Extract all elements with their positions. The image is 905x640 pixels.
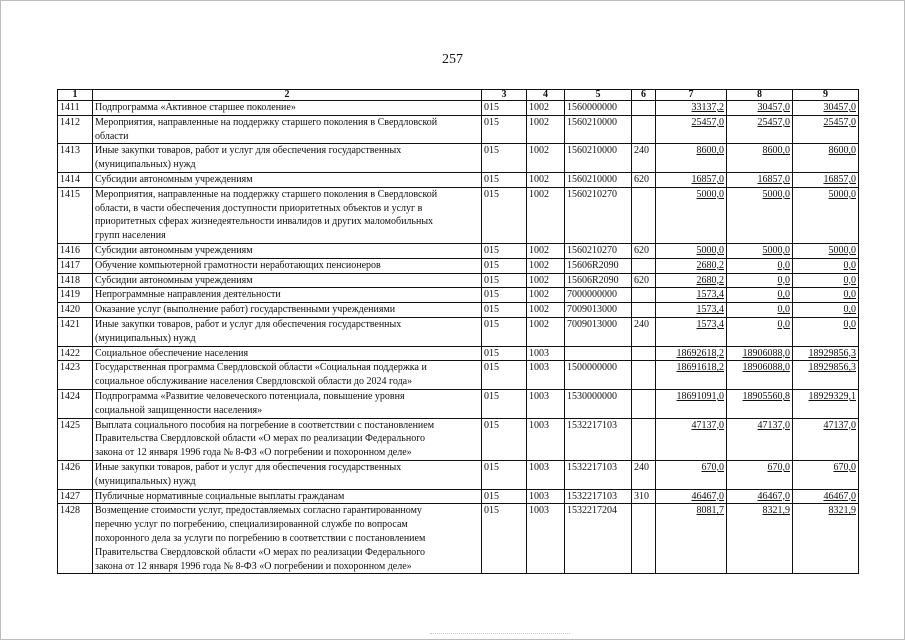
amount-cell: [656, 346, 727, 361]
amount-value: 18929856,3: [808, 362, 856, 374]
amount-value: 18929329,1: [808, 390, 856, 402]
section-code-cell: 1002: [527, 115, 565, 144]
amount-value: 18691091,0: [676, 390, 724, 402]
amount-value: 0,0: [777, 289, 790, 301]
expense-type-cell: [632, 361, 656, 390]
amount-cell: [727, 489, 793, 504]
column-header: 2: [93, 90, 482, 101]
row-number-cell: 1419: [58, 288, 93, 303]
expense-type-cell: 620: [632, 243, 656, 258]
row-name-line: похоронного дела за услуги по погребению в соответствии с постановлением: [95, 532, 426, 544]
row-name-line: Возмещение стоимости услуг, предоставляемых согласно гарантированному: [95, 505, 422, 517]
row-name-cell: [93, 504, 482, 574]
row-name-line: (муниципальных) нужд: [95, 475, 196, 487]
amount-cell: [727, 460, 793, 489]
amount-value: 46467,0: [757, 490, 790, 502]
row-name-line: перечню услуг по погребению, специализированной службе по вопросам: [95, 519, 408, 531]
expense-type-cell: 620: [632, 172, 656, 187]
amount-value: 18691618,2: [676, 362, 724, 374]
amount-cell: [793, 389, 859, 418]
row-number-cell: 1422: [58, 346, 93, 361]
amount-cell: [727, 187, 793, 243]
amount-cell: [793, 288, 859, 303]
row-name-line: (муниципальных) нужд: [95, 159, 196, 171]
expense-type-cell: [632, 389, 656, 418]
amount-cell: [656, 489, 727, 504]
section-code-cell: 1002: [527, 288, 565, 303]
amount-value: 46467,0: [823, 490, 856, 502]
amount-cell: [656, 460, 727, 489]
ministry-code-cell: 015: [482, 460, 527, 489]
column-header: 5: [565, 90, 632, 101]
table-header-row: [58, 90, 859, 101]
section-code-cell: 1002: [527, 187, 565, 243]
target-article-cell: 7000000000: [565, 288, 632, 303]
row-name-line: социальной защищенности населения»: [95, 404, 263, 416]
section-code-cell: 1003: [527, 418, 565, 460]
row-name-line: Мероприятия, направленные на поддержку старшего поколения в Свердловской: [95, 116, 438, 128]
table-row: [58, 317, 859, 346]
row-name-line: Непрограммные направления деятельности: [95, 289, 281, 301]
row-name-cell: [93, 361, 482, 390]
amount-cell: [656, 115, 727, 144]
row-name-cell: [93, 288, 482, 303]
amount-value: 30457,0: [823, 102, 856, 113]
amount-value: 0,0: [843, 259, 856, 271]
amount-value: 18906088,0: [742, 347, 790, 359]
amount-cell: [656, 101, 727, 116]
expense-type-cell: [632, 258, 656, 273]
row-number-cell: 1420: [58, 303, 93, 318]
amount-cell: [656, 187, 727, 243]
amount-value: 1573,4: [696, 304, 724, 316]
amount-value: 1573,4: [696, 289, 724, 301]
expense-type-cell: [632, 115, 656, 144]
amount-cell: [727, 361, 793, 390]
table-row: [58, 187, 859, 243]
amount-value: 8600,0: [696, 145, 724, 157]
amount-value: 25457,0: [757, 116, 790, 128]
amount-value: 670,0: [767, 461, 790, 473]
row-name-line: Правительства Свердловской области «О мерах по реализации Федерального: [95, 433, 426, 445]
row-number-cell: 1414: [58, 172, 93, 187]
row-name-cell: [93, 101, 482, 116]
target-article-cell: 1560210000: [565, 172, 632, 187]
row-name-line: Подпрограмма «Активное старшее поколение»: [95, 102, 296, 113]
amount-cell: [656, 243, 727, 258]
ministry-code-cell: 015: [482, 187, 527, 243]
ministry-code-cell: 015: [482, 504, 527, 574]
amount-cell: [793, 101, 859, 116]
row-name-line: Выплата социального пособия на погребение в соответствии с постановлением: [95, 419, 435, 431]
amount-cell: [793, 273, 859, 288]
amount-cell: [656, 144, 727, 173]
row-name-line: социальное обслуживание населения Свердловской области до 2024 года»: [95, 376, 413, 388]
section-code-cell: 1003: [527, 389, 565, 418]
table-row: [58, 115, 859, 144]
amount-value: 5000,0: [762, 188, 790, 200]
target-article-cell: 1532217103: [565, 460, 632, 489]
amount-value: 47137,0: [823, 419, 856, 431]
column-header: 3: [482, 90, 527, 101]
amount-cell: [727, 504, 793, 574]
amount-value: 1573,4: [696, 318, 724, 330]
row-number-cell: 1425: [58, 418, 93, 460]
amount-value: 18905560,8: [742, 390, 790, 402]
amount-cell: [727, 258, 793, 273]
target-article-cell: 1560210000: [565, 144, 632, 173]
table-row: [58, 288, 859, 303]
amount-value: 0,0: [843, 318, 856, 330]
amount-value: 670,0: [701, 461, 724, 473]
amount-value: 0,0: [843, 274, 856, 286]
expense-type-cell: [632, 504, 656, 574]
expense-type-cell: [632, 187, 656, 243]
column-header: 9: [793, 90, 859, 101]
section-code-cell: 1002: [527, 243, 565, 258]
amount-cell: [793, 303, 859, 318]
row-number-cell: 1423: [58, 361, 93, 390]
target-article-cell: 7009013000: [565, 303, 632, 318]
column-header: 6: [632, 90, 656, 101]
expense-type-cell: 240: [632, 317, 656, 346]
ministry-code-cell: 015: [482, 101, 527, 116]
amount-cell: [793, 418, 859, 460]
section-code-cell: 1002: [527, 273, 565, 288]
amount-value: 5000,0: [696, 244, 724, 256]
amount-value: 47137,0: [691, 419, 724, 431]
table-row: [58, 172, 859, 187]
row-number-cell: 1413: [58, 144, 93, 173]
amount-value: 5000,0: [828, 244, 856, 256]
target-article-cell: 1560210270: [565, 243, 632, 258]
ministry-code-cell: 015: [482, 303, 527, 318]
amount-cell: [727, 346, 793, 361]
amount-cell: [793, 144, 859, 173]
target-article-cell: 1560210270: [565, 187, 632, 243]
expense-type-cell: 310: [632, 489, 656, 504]
expense-type-cell: [632, 303, 656, 318]
row-number-cell: 1417: [58, 258, 93, 273]
amount-value: 25457,0: [691, 116, 724, 128]
amount-value: 8321,9: [828, 505, 856, 517]
table-row: [58, 346, 859, 361]
row-name-line: Мероприятия, направленные на поддержку старшего поколения в Свердловской: [95, 188, 438, 200]
row-name-cell: [93, 115, 482, 144]
row-name-line: Обучение компьютерной грамотности неработающих пенсионеров: [95, 259, 381, 271]
row-number-cell: 1415: [58, 187, 93, 243]
expense-type-cell: [632, 288, 656, 303]
amount-cell: [656, 273, 727, 288]
row-number-cell: 1412: [58, 115, 93, 144]
target-article-cell: 1500000000: [565, 361, 632, 390]
amount-cell: [656, 418, 727, 460]
amount-value: 16857,0: [823, 173, 856, 185]
row-number-cell: 1418: [58, 273, 93, 288]
target-article-cell: 1560000000: [565, 101, 632, 116]
amount-cell: [793, 317, 859, 346]
amount-cell: [727, 243, 793, 258]
amount-cell: [793, 504, 859, 574]
section-code-cell: 1003: [527, 346, 565, 361]
amount-value: 16857,0: [691, 173, 724, 185]
scan-artifact: [430, 633, 570, 636]
row-name-line: Иные закупки товаров, работ и услуг для обеспечения государственных: [95, 145, 402, 157]
amount-value: 47137,0: [757, 419, 790, 431]
row-number-cell: 1411: [58, 101, 93, 116]
amount-cell: [727, 288, 793, 303]
ministry-code-cell: 015: [482, 288, 527, 303]
section-code-cell: 1003: [527, 489, 565, 504]
section-code-cell: 1002: [527, 317, 565, 346]
row-number-cell: 1427: [58, 489, 93, 504]
table-row: [58, 460, 859, 489]
amount-cell: [656, 317, 727, 346]
amount-cell: [793, 172, 859, 187]
section-code-cell: 1002: [527, 258, 565, 273]
row-number-cell: 1424: [58, 389, 93, 418]
amount-cell: [727, 418, 793, 460]
expense-type-cell: [632, 346, 656, 361]
table-row: [58, 273, 859, 288]
row-name-line: Субсидии автономным учреждениям: [95, 244, 253, 256]
amount-cell: [727, 101, 793, 116]
amount-value: 46467,0: [691, 490, 724, 502]
ministry-code-cell: 015: [482, 389, 527, 418]
amount-cell: [727, 115, 793, 144]
amount-value: 18692618,2: [676, 347, 724, 359]
row-name-cell: [93, 346, 482, 361]
ministry-code-cell: 015: [482, 489, 527, 504]
amount-value: 30457,0: [757, 102, 790, 113]
table-row: [58, 258, 859, 273]
amount-value: 8600,0: [762, 145, 790, 157]
row-number-cell: 1421: [58, 317, 93, 346]
column-header: 8: [727, 90, 793, 101]
row-name-cell: [93, 243, 482, 258]
row-name-cell: [93, 172, 482, 187]
ministry-code-cell: 015: [482, 317, 527, 346]
section-code-cell: 1003: [527, 361, 565, 390]
row-name-line: Иные закупки товаров, работ и услуг для обеспечения государственных: [95, 318, 402, 330]
amount-value: 25457,0: [823, 116, 856, 128]
amount-cell: [793, 460, 859, 489]
ministry-code-cell: 015: [482, 346, 527, 361]
row-name-cell: [93, 418, 482, 460]
row-name-cell: [93, 273, 482, 288]
amount-value: 18929856,3: [808, 347, 856, 359]
amount-cell: [727, 273, 793, 288]
amount-cell: [793, 187, 859, 243]
row-name-line: Публичные нормативные социальные выплаты гражданам: [95, 490, 345, 502]
row-name-line: Иные закупки товаров, работ и услуг для обеспечения государственных: [95, 461, 402, 473]
target-article-cell: 15606R2090: [565, 273, 632, 288]
table-row: [58, 489, 859, 504]
amount-value: 0,0: [777, 304, 790, 316]
amount-cell: [656, 504, 727, 574]
row-name-line: (муниципальных) нужд: [95, 332, 196, 344]
amount-cell: [727, 144, 793, 173]
ministry-code-cell: 015: [482, 243, 527, 258]
table-row: [58, 144, 859, 173]
ministry-code-cell: 015: [482, 115, 527, 144]
amount-cell: [727, 303, 793, 318]
column-header: 7: [656, 90, 727, 101]
ministry-code-cell: 015: [482, 144, 527, 173]
expense-type-cell: 240: [632, 144, 656, 173]
amount-cell: [727, 317, 793, 346]
page-number: 257: [442, 52, 463, 67]
row-name-line: Подпрограмма «Развитие человеческого потенциала, повышение уровня: [95, 390, 405, 402]
target-article-cell: [565, 346, 632, 361]
amount-value: 5000,0: [828, 188, 856, 200]
row-name-line: области, в части обеспечения доступности приоритетных объектов и услуг в: [95, 202, 423, 214]
row-name-line: Субсидии автономным учреждениям: [95, 173, 253, 185]
target-article-cell: 1532217103: [565, 489, 632, 504]
table-body: [58, 101, 859, 574]
row-name-cell: [93, 317, 482, 346]
target-article-cell: 15606R2090: [565, 258, 632, 273]
table-row: [58, 389, 859, 418]
target-article-cell: 1532217204: [565, 504, 632, 574]
amount-cell: [656, 172, 727, 187]
section-code-cell: 1002: [527, 303, 565, 318]
amount-value: 16857,0: [757, 173, 790, 185]
row-name-line: Правительства Свердловской области «О мерах по реализации Федерального: [95, 546, 426, 558]
row-name-cell: [93, 144, 482, 173]
amount-cell: [793, 489, 859, 504]
amount-cell: [793, 243, 859, 258]
row-name-line: приоритетных сферах жизнедеятельности инвалидов и других маломобильных: [95, 216, 434, 228]
amount-value: 8600,0: [828, 145, 856, 157]
amount-value: 0,0: [843, 304, 856, 316]
column-header: 4: [527, 90, 565, 101]
expense-type-cell: [632, 418, 656, 460]
table-row: [58, 243, 859, 258]
row-name-cell: [93, 303, 482, 318]
ministry-code-cell: 015: [482, 418, 527, 460]
amount-value: 0,0: [843, 289, 856, 301]
amount-cell: [656, 389, 727, 418]
amount-cell: [727, 389, 793, 418]
amount-cell: [793, 115, 859, 144]
row-name-cell: [93, 489, 482, 504]
amount-value: 5000,0: [762, 244, 790, 256]
row-name-line: Государственная программа Свердловской области «Социальная поддержка и: [95, 362, 427, 374]
row-name-cell: [93, 258, 482, 273]
amount-value: 2680,2: [696, 259, 724, 271]
section-code-cell: 1003: [527, 504, 565, 574]
ministry-code-cell: 015: [482, 172, 527, 187]
target-article-cell: 1532217103: [565, 418, 632, 460]
amount-cell: [793, 346, 859, 361]
row-name-line: Социальное обеспечение населения: [95, 347, 249, 359]
table-row: [58, 303, 859, 318]
expense-type-cell: 240: [632, 460, 656, 489]
row-number-cell: 1416: [58, 243, 93, 258]
table-row: [58, 418, 859, 460]
row-name-line: групп населения: [95, 230, 166, 242]
row-name-line: Субсидии автономным учреждениям: [95, 274, 253, 286]
row-name-cell: [93, 460, 482, 489]
row-number-cell: 1426: [58, 460, 93, 489]
amount-value: 0,0: [777, 274, 790, 286]
expense-type-cell: 620: [632, 273, 656, 288]
row-name-line: области: [95, 130, 129, 142]
amount-value: 0,0: [777, 259, 790, 271]
section-code-cell: 1002: [527, 172, 565, 187]
row-name-cell: [93, 389, 482, 418]
amount-cell: [656, 303, 727, 318]
amount-value: 2680,2: [696, 274, 724, 286]
row-name-line: закона от 12 января 1996 года № 8-ФЗ «О погребении и похоронном деле»: [95, 560, 412, 572]
amount-cell: [793, 258, 859, 273]
amount-value: 33137,2: [691, 102, 724, 113]
ministry-code-cell: 015: [482, 258, 527, 273]
ministry-code-cell: 015: [482, 273, 527, 288]
row-name-line: закона от 12 января 1996 года № 8-ФЗ «О погребении и похоронном деле»: [95, 447, 412, 459]
amount-cell: [793, 361, 859, 390]
section-code-cell: 1003: [527, 460, 565, 489]
amount-value: 670,0: [833, 461, 856, 473]
row-number-cell: 1428: [58, 504, 93, 574]
amount-cell: [656, 258, 727, 273]
target-article-cell: 7009013000: [565, 317, 632, 346]
section-code-cell: 1002: [527, 101, 565, 116]
budget-table: [57, 89, 859, 574]
ministry-code-cell: 015: [482, 361, 527, 390]
table-row: [58, 504, 859, 574]
target-article-cell: 1560210000: [565, 115, 632, 144]
table-row: [58, 361, 859, 390]
row-name-cell: [93, 187, 482, 243]
amount-value: 0,0: [777, 318, 790, 330]
section-code-cell: 1002: [527, 144, 565, 173]
amount-cell: [656, 361, 727, 390]
row-name-line: Оказание услуг (выполнение работ) государственными учреждениями: [95, 304, 396, 316]
amount-cell: [727, 172, 793, 187]
amount-cell: [656, 288, 727, 303]
table-row: [58, 101, 859, 116]
amount-value: 8321,9: [762, 505, 790, 517]
target-article-cell: 1530000000: [565, 389, 632, 418]
column-header: 1: [58, 90, 93, 101]
expense-type-cell: [632, 101, 656, 116]
amount-value: 18906088,0: [742, 362, 790, 374]
amount-value: 5000,0: [696, 188, 724, 200]
amount-value: 8081,7: [696, 505, 724, 517]
